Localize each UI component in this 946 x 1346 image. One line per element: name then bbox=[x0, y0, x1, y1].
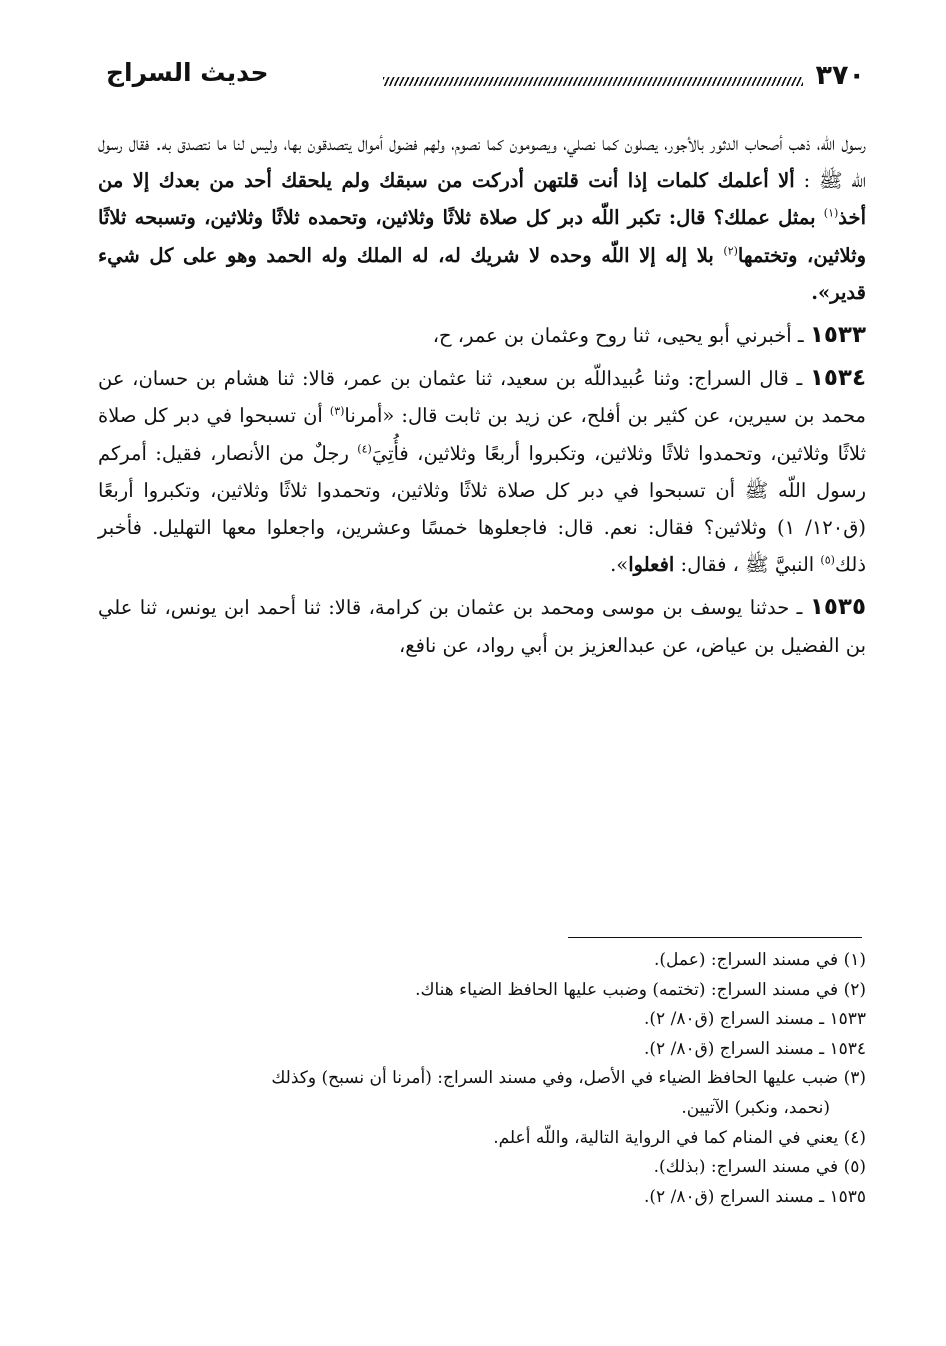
footnote-separator bbox=[568, 937, 862, 938]
text-span: ـ أخبرني أبو يحيى، ثنا روح وعثمان بن عمر، ح، bbox=[432, 324, 810, 348]
text-span: رسول اللّه، ذهب أصحاب الدثور بالأجور، يصلون كما نصلي، ويصومون كما نصوم، ولهم فضول أموال يتصدقون بها، وليس لنا ما نتصدق به. فقال رسول اللّه ﷺ : bbox=[98, 132, 866, 193]
page-number: ٣٧٠ bbox=[815, 60, 865, 91]
footnote-ref: (٢) bbox=[723, 244, 738, 258]
header-ornamental-rule bbox=[383, 77, 803, 86]
text-span: ـ حدثنا يوسف بن موسى ومحمد بن عثمان بن كرامة، قالا: ثنا أحمد ابن يونس، ثنا علي بن الفضيل بن عياض، عن عبدالعزيز بن أبي رواد، عن نافع، bbox=[98, 596, 866, 657]
footnote-1535: ١٥٣٥ ـ مسند السراج (ق٨٠/ ٢). bbox=[643, 1186, 866, 1207]
footnote-1534: ١٥٣٤ ـ مسند السراج (ق٨٠/ ٢). bbox=[643, 1038, 866, 1059]
hadith-1534 bbox=[98, 360, 866, 583]
footnote-2: (٢) في مسند السراج: (تختمه) وضبب عليها الحافظ الضياء هناك. bbox=[415, 979, 866, 1000]
footnote-ref: (١) bbox=[823, 206, 839, 220]
hadith-1535 bbox=[98, 589, 866, 663]
page-header bbox=[100, 58, 865, 102]
footnote-ref: (٣) bbox=[329, 404, 345, 418]
running-title: حديث السراج bbox=[106, 58, 269, 87]
footnote-4: (٤) يعني في المنام كما في الرواية التالية، واللّه أعلم. bbox=[493, 1127, 866, 1148]
text-span: ». bbox=[610, 553, 629, 577]
text-span-bold: بمثل عملك؟ قال: تكبر اللّه دبر كل صلاة ثلاثًا وثلاثين، وتحمده ثلاثًا وثلاثين، وتسبحه ثلاثًا وثلاثين، وتختمها bbox=[98, 206, 866, 267]
footnote-1533: ١٥٣٣ ـ مسند السراج (ق٨٠/ ٢). bbox=[643, 1009, 866, 1030]
footnote-5: (٥) في مسند السراج: (بذلك). bbox=[653, 1157, 866, 1178]
text-span-bold: افعلوا bbox=[628, 553, 675, 577]
footnote-1: (١) في مسند السراج: (عمل). bbox=[653, 950, 866, 970]
footnote-ref: (٤) bbox=[357, 442, 372, 456]
text-span: أن تسبحوا في دبر كل صلاة ثلاثًا وثلاثين، وتحمدوا ثلاثًا وثلاثين، وتكبروا أربعًا وثلاثين، فأُتِيَ bbox=[98, 404, 866, 465]
text-span: ـ قال السراج: وثنا عُبيداللّه بن سعيد، ثنا عثمان بن عمر، قالا: ثنا هشام بن حسان، عن محمد بن سيرين، عن كثير بن أفلح، عن زيد بن ثابت قال: «أمرنا bbox=[98, 367, 867, 428]
hadith-1533 bbox=[98, 317, 866, 354]
hadith-number: ١٥٣٥ bbox=[809, 594, 866, 621]
text-span: النبيَّ ﷺ ، فقال: bbox=[674, 553, 821, 577]
footnote-3-continued: (نحمد، ونكبر) الآتيين. bbox=[681, 1097, 830, 1118]
footnote-ref: (٥) bbox=[820, 553, 835, 567]
main-text bbox=[98, 125, 866, 664]
hadith-number: ١٥٣٤ bbox=[809, 365, 866, 392]
paragraph-continuation bbox=[98, 125, 866, 311]
hadith-number: ١٥٣٣ bbox=[809, 322, 866, 349]
text-span-bold: ألا أعلمك كلمات إذا أنت قلتهن أدركت من سبقك ولم يلحقك أحد من بعدك إلا من أخذ bbox=[98, 169, 866, 230]
text-span: رجلٌ من الأنصار، فقيل: أمركم رسول اللّه ﷺ أن تسبحوا في دبر كل صلاة ثلاثًا وثلاثين، وتحمدوا ثلاثًا وثلاثين، وتكبروا أربعًا (ق١٢٠/ ١) وثلاثين؟ فقال: نعم. قال: فاجعلوها خمسًا وعشرين، واجعلوا معها التهليل. فأخبر ذلك bbox=[98, 441, 866, 577]
text-span-bold: بلا إله إلا اللّه وحده لا شريك له، له الملك وله الحمد وهو على كل شيء قدير». bbox=[98, 243, 866, 304]
footnotes bbox=[96, 946, 866, 1212]
footnote-3: (٣) ضبب عليها الحافظ الضياء في الأصل، وفي مسند السراج: (أمرنا أن نسبح) وكذلك bbox=[271, 1068, 866, 1089]
